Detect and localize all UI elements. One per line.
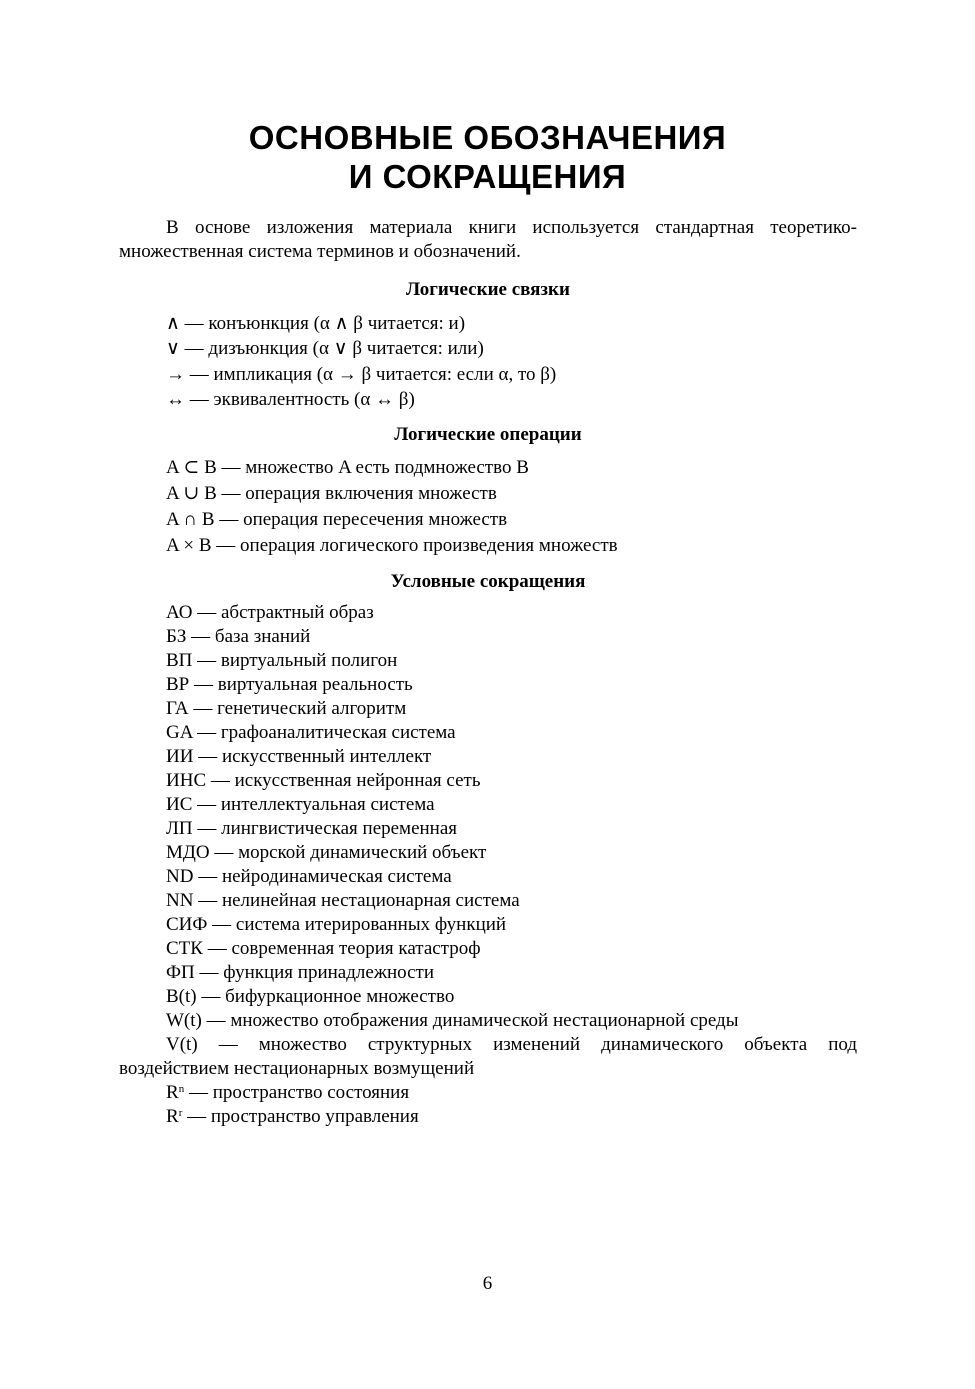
rr-superscript: r (178, 1107, 183, 1120)
list-item: ЛП — лингвистическая переменная (166, 818, 458, 840)
rn-superscript: n (178, 1083, 185, 1096)
list-item: ↔ — эквивалентность (α ↔ β) (166, 388, 415, 410)
rr-base: R (166, 1106, 179, 1128)
page-number: 6 (482, 1273, 493, 1294)
list-item: ФП — функция принадлежности (166, 962, 434, 984)
page-title-line-1: ОСНОВНЫЕ ОБОЗНАЧЕНИЯ (248, 119, 727, 156)
list-item: → — импликация (α → β читается: если α, то β) (166, 363, 557, 385)
list-item: V(t) — множество структурных изменений динамического объекта под воздействием нестационарных возмущений (119, 1034, 857, 1080)
list-item: СИФ — система итерированных функций (166, 914, 507, 936)
list-item: БЗ — база знаний (166, 626, 311, 648)
rn-base: R (166, 1082, 179, 1104)
page-title-line-2: И СОКРАЩЕНИЯ (348, 158, 627, 195)
list-item-rn (119, 1081, 857, 1105)
page-title (0, 118, 975, 196)
list-item: ВП — виртуальный полигон (166, 650, 398, 672)
list-item: ИИ — искусственный интеллект (166, 746, 432, 768)
logical-operations-list (119, 455, 857, 558)
list-item: NN — нелинейная нестационарная система (166, 890, 520, 912)
logical-connectives-list (119, 311, 857, 412)
list-item: GA — графоаналитическая система (166, 722, 456, 744)
rn-text: — пространство состояния (184, 1082, 410, 1104)
list-item: ND — нейродинамическая система (166, 866, 452, 888)
list-item: B(t) — бифуркационное множество (166, 986, 455, 1008)
list-item: ИС — интеллектуальная система (166, 794, 435, 816)
section-heading-logical-operations: Логические операции (394, 424, 582, 446)
list-item: АО — абстрактный образ (166, 602, 374, 624)
list-item-rr (119, 1105, 857, 1129)
list-item: ГА — генетический алгоритм (166, 698, 407, 720)
intro-paragraph: В основе изложения материала книги используется стандартная теоретико-множественная система терминов и обозначений. (119, 217, 857, 262)
list-item: ∨ — дизъюнкция (α ∨ β читается: или) (166, 338, 484, 360)
list-item: A ∪ B — операция включения множеств (166, 482, 497, 504)
list-item: МДО — морской динамический объект (166, 842, 487, 864)
list-item: A × B — операция логического произведения множеств (166, 534, 618, 556)
section-heading-abbreviations: Условные сокращения (390, 571, 586, 593)
page-content (119, 216, 857, 1129)
list-item: ВР — виртуальная реальность (166, 674, 413, 696)
list-item: A ∩ B — операция пересечения множеств (166, 508, 508, 530)
section-heading-logical-connectives: Логические связки (406, 279, 570, 300)
list-item: A ⊂ B — множество A есть подмножество B (166, 457, 529, 479)
list-item: ИНС — искусственная нейронная сеть (166, 770, 481, 792)
list-item: W(t) — множество отображения динамической нестационарной среды (166, 1010, 739, 1032)
rr-text: — пространство управления (182, 1106, 419, 1128)
abbreviations-list (119, 601, 857, 1129)
list-item: ∧ — конъюнкция (α ∧ β читается: и) (166, 313, 466, 334)
list-item: СТК — современная теория катастроф (166, 938, 481, 960)
